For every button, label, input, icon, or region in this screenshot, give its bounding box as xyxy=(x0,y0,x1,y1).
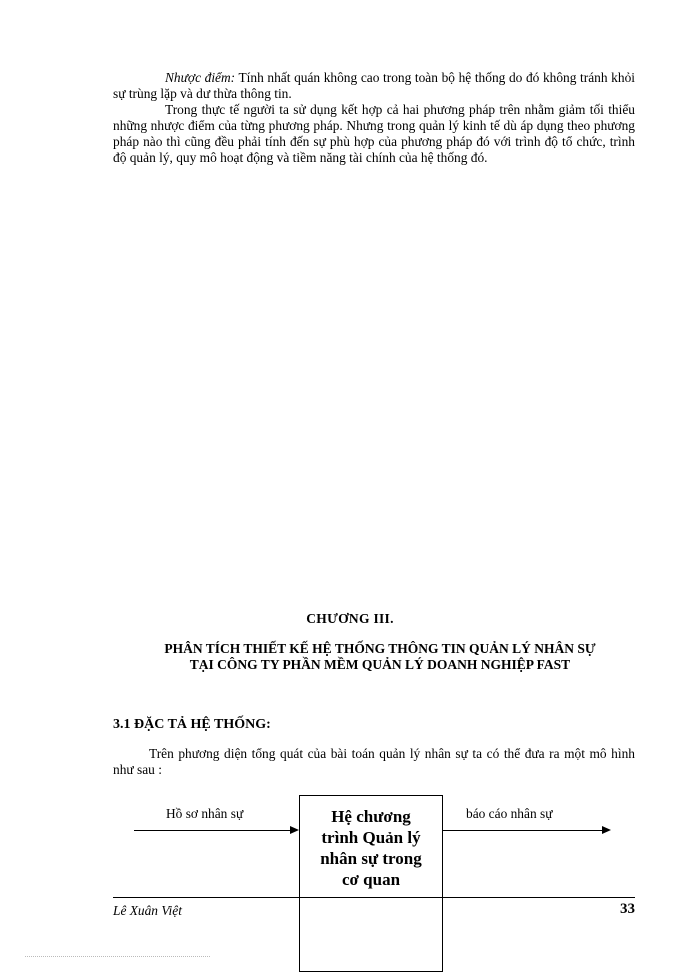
input-arrow-line xyxy=(134,830,290,831)
system-box-line-4: cơ quan xyxy=(341,870,401,889)
chapter-number: CHƯƠNG III. xyxy=(306,611,394,626)
section-intro: Trên phương diện tổng quát của bài toán quản lý nhân sự ta có thể đưa ra một mô hình như sau : xyxy=(113,746,635,777)
output-arrow-head xyxy=(602,826,611,834)
section-heading: 3.1 ĐẶC TẢ HỆ THỐNG: xyxy=(113,717,271,732)
system-box xyxy=(299,795,443,972)
bottom-divider xyxy=(25,956,210,957)
paragraph-practice: Trong thực tế người ta sử dụng kết hợp cả hai phương pháp trên nhằm giảm tối thiểu những nhược điểm của từng phương pháp. Nhưng trong quản lý kinh tế dù áp dụng theo phương pháp nào thì cũng đều phải tính đến sự phù hợp của phương pháp đó với trình độ tổ chức, trình độ quản lý, quy mô hoạt động và tiềm năng tài chính của hệ thống đó. xyxy=(113,102,635,165)
disadvantages-label: Nhược điểm: xyxy=(165,70,236,85)
footer-rule xyxy=(113,897,635,898)
system-box-line-2: trình Quản lý xyxy=(321,828,421,847)
system-box-line-1: Hệ chương xyxy=(331,807,411,826)
chapter-title-line-2: TẠI CÔNG TY PHẦN MỀM QUẢN LÝ DOANH NGHIỆP FAST xyxy=(189,657,571,672)
system-box-text xyxy=(300,806,442,890)
chapter-title xyxy=(110,641,650,673)
disadvantages-text: Tính nhất quán không cao trong toàn bộ hệ thống do đó không tránh khỏi sự trùng lặp và dư thừa thông tin. xyxy=(113,70,635,101)
input-arrow-head xyxy=(290,826,299,834)
paragraph-disadvantages xyxy=(113,70,635,102)
input-label: Hồ sơ nhân sự xyxy=(166,806,244,821)
chapter-title-line-1: PHÂN TÍCH THIẾT KẾ HỆ THỐNG THÔNG TIN QUẢN LÝ NHÂN SỰ xyxy=(164,641,596,656)
output-label: báo cáo nhân sự xyxy=(466,806,553,821)
system-box-line-3: nhân sự trong xyxy=(320,849,422,868)
output-arrow-line xyxy=(443,830,603,831)
page-number: 33 xyxy=(620,901,635,917)
footer-author: Lê Xuân Việt xyxy=(113,903,182,918)
